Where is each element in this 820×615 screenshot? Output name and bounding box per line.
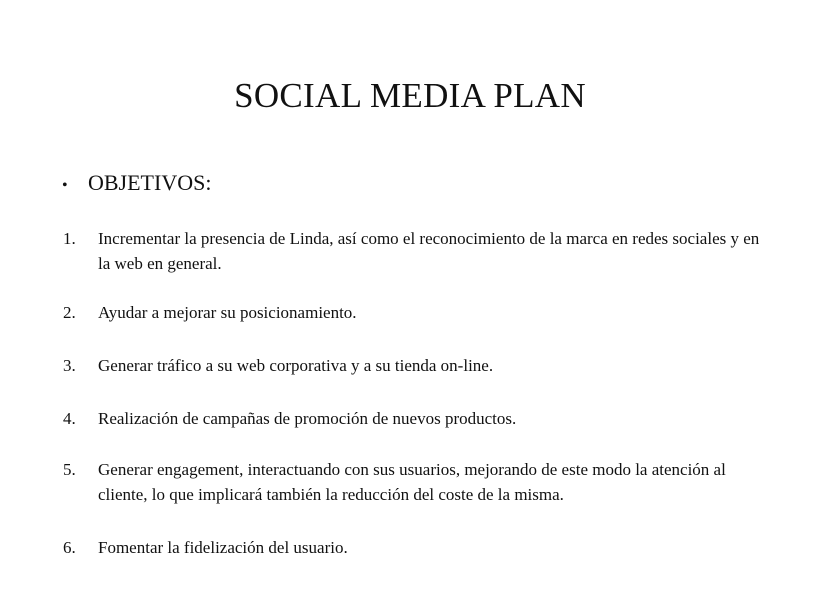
list-item xyxy=(63,300,763,325)
item-text: Fomentar la fidelización del usuario. xyxy=(98,538,348,557)
section-heading-label: OBJETIVOS: xyxy=(88,170,212,195)
list-item xyxy=(63,457,763,507)
item-number: 1. xyxy=(63,229,76,248)
item-text: Generar engagement, interactuando con sus usuarios, mejorando de este modo la atención al cliente, lo que implicará también la reducción del coste de la misma. xyxy=(98,460,726,504)
item-text: Incrementar la presencia de Linda, así como el reconocimiento de la marca en redes sociales y en la web en general. xyxy=(98,229,760,273)
list-item xyxy=(63,353,763,378)
bullet-icon: • xyxy=(62,177,68,194)
item-number: 2. xyxy=(63,303,76,322)
item-number: 6. xyxy=(63,538,76,557)
list-item xyxy=(63,226,763,276)
list-item xyxy=(63,406,763,431)
section-heading xyxy=(62,168,211,201)
item-text: Ayudar a mejorar su posicionamiento. xyxy=(98,303,357,322)
item-text: Generar tráfico a su web corporativa y a su tienda on-line. xyxy=(98,356,494,375)
slide-title: SOCIAL MEDIA PLAN xyxy=(234,76,586,115)
item-number: 4. xyxy=(63,409,76,428)
item-number: 5. xyxy=(63,460,76,479)
item-number: 3. xyxy=(63,356,76,375)
item-text: Realización de campañas de promoción de nuevos productos. xyxy=(98,409,517,428)
list-item xyxy=(63,535,763,560)
